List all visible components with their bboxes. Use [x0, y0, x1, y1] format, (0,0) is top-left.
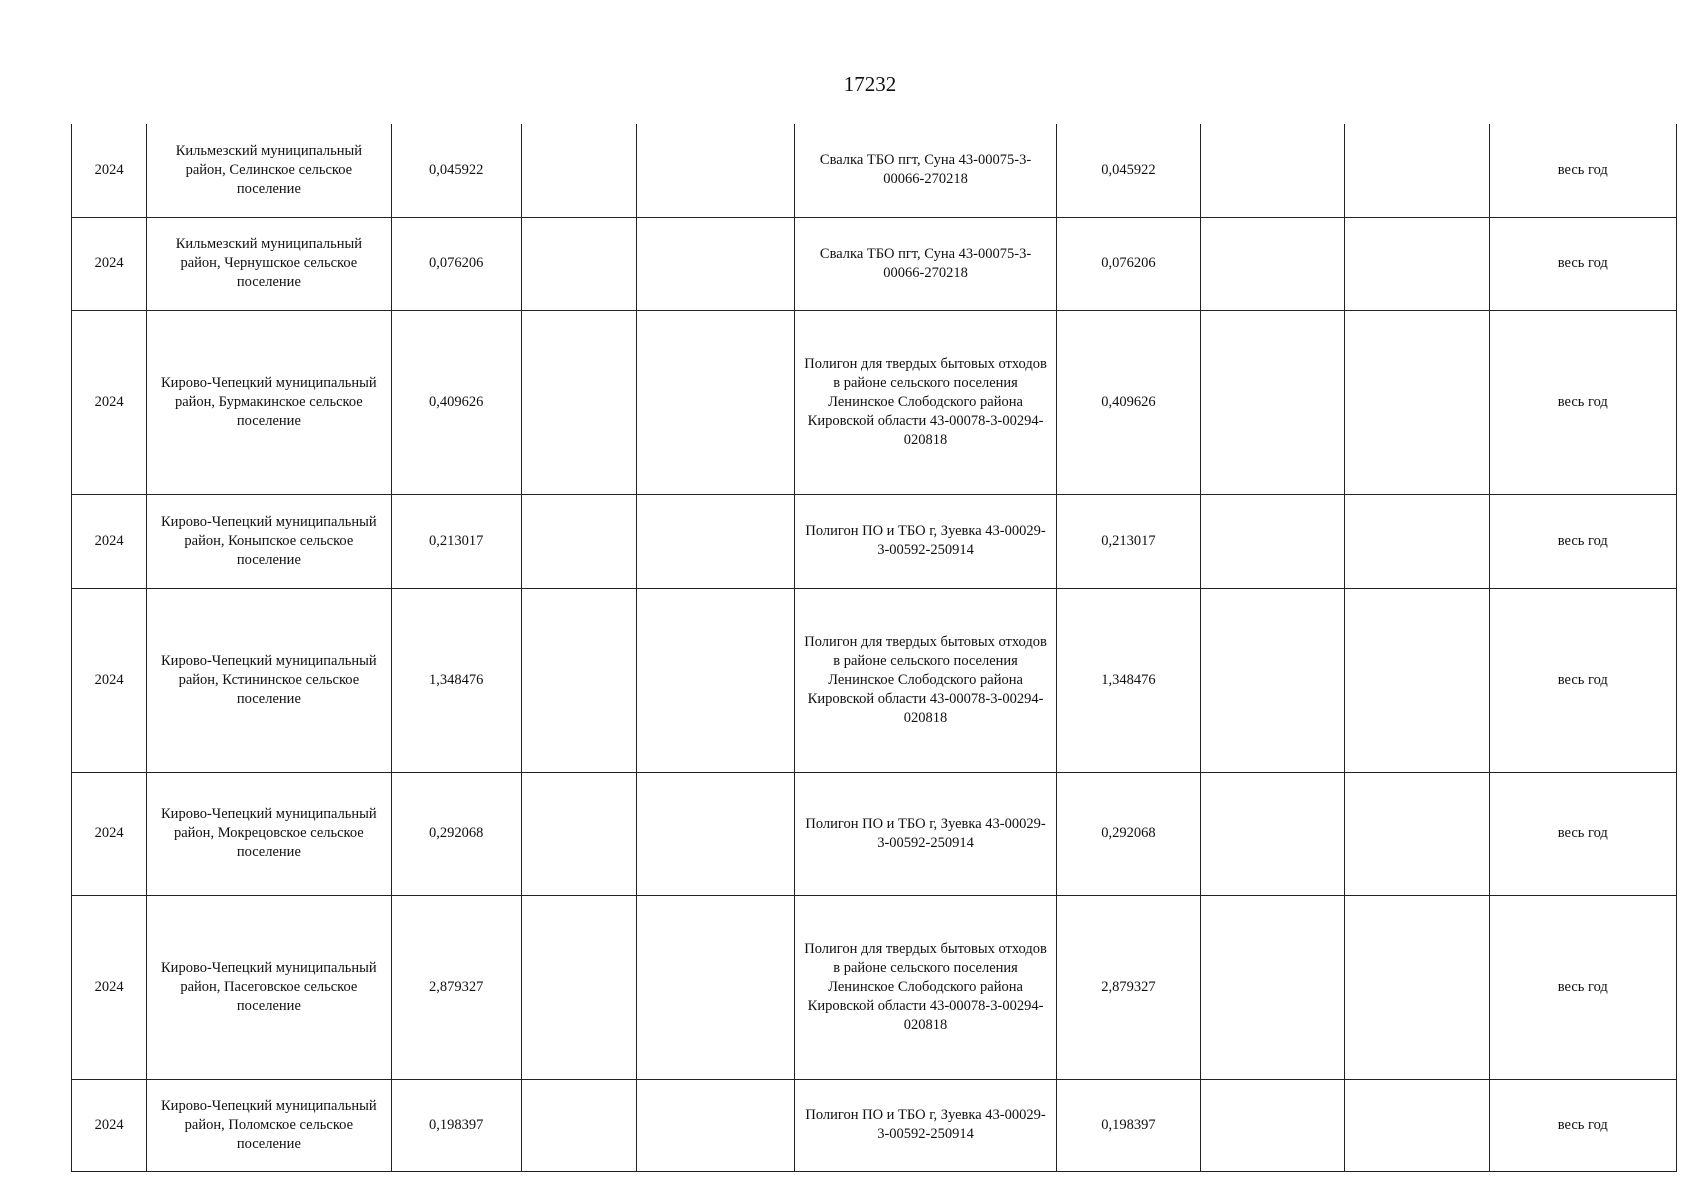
cell-empty [1345, 772, 1489, 895]
cell-empty [637, 772, 795, 895]
cell-object: Полигон для твердых бытовых отходов в районе сельского поселения Ленинское Слободского района Кировской области 43-00078-3-00294-020818 [795, 310, 1056, 494]
cell-period: весь год [1489, 217, 1676, 310]
cell-empty [637, 217, 795, 310]
cell-empty [521, 1079, 636, 1171]
cell-period: весь год [1489, 494, 1676, 588]
cell-volume2: 0,292068 [1056, 772, 1200, 895]
cell-area: Кирово-Чепецкий муниципальный район, Коныпское сельское поселение [147, 494, 391, 588]
cell-object: Полигон ПО и ТБО г, Зуевка 43-00029-3-00592-250914 [795, 494, 1056, 588]
cell-period: весь год [1489, 124, 1676, 217]
cell-period: весь год [1489, 310, 1676, 494]
cell-empty [521, 895, 636, 1079]
cell-empty [1201, 588, 1345, 772]
cell-empty [1345, 124, 1489, 217]
cell-empty [1345, 588, 1489, 772]
cell-year: 2024 [72, 494, 147, 588]
table-row [72, 494, 1677, 588]
cell-empty [637, 494, 795, 588]
table-row [72, 588, 1677, 772]
cell-area: Кирово-Чепецкий муниципальный район, Поломское сельское поселение [147, 1079, 391, 1171]
cell-area: Кильмезский муниципальный район, Чернушское сельское поселение [147, 217, 391, 310]
cell-empty [637, 895, 795, 1079]
cell-period: весь год [1489, 772, 1676, 895]
cell-empty [637, 1079, 795, 1171]
cell-area: Кирово-Чепецкий муниципальный район, Пасеговское сельское поселение [147, 895, 391, 1079]
cell-period: весь год [1489, 588, 1676, 772]
cell-empty [521, 310, 636, 494]
cell-year: 2024 [72, 772, 147, 895]
cell-year: 2024 [72, 1079, 147, 1171]
cell-volume2: 0,076206 [1056, 217, 1200, 310]
cell-empty [1345, 494, 1489, 588]
cell-empty [521, 217, 636, 310]
cell-empty [1201, 217, 1345, 310]
cell-empty [1201, 124, 1345, 217]
cell-empty [521, 494, 636, 588]
cell-volume: 0,292068 [391, 772, 521, 895]
cell-period: весь год [1489, 1079, 1676, 1171]
cell-empty [521, 124, 636, 217]
cell-empty [637, 588, 795, 772]
table-row [72, 310, 1677, 494]
table-row [72, 895, 1677, 1079]
cell-year: 2024 [72, 895, 147, 1079]
cell-object: Свалка ТБО пгт, Суна 43-00075-3-00066-270218 [795, 217, 1056, 310]
cell-empty [637, 310, 795, 494]
table-row [72, 217, 1677, 310]
cell-empty [1201, 1079, 1345, 1171]
cell-volume2: 1,348476 [1056, 588, 1200, 772]
cell-object: Полигон для твердых бытовых отходов в районе сельского поселения Ленинское Слободского района Кировской области 43-00078-3-00294-020818 [795, 588, 1056, 772]
cell-area: Кирово-Чепецкий муниципальный район, Кстининское сельское поселение [147, 588, 391, 772]
page-number: 17232 [843, 72, 897, 96]
cell-empty [1345, 895, 1489, 1079]
table-row [72, 1079, 1677, 1171]
cell-period: весь год [1489, 895, 1676, 1079]
cell-object: Полигон ПО и ТБО г, Зуевка 43-00029-3-00592-250914 [795, 772, 1056, 895]
cell-empty [521, 772, 636, 895]
cell-volume2: 0,198397 [1056, 1079, 1200, 1171]
cell-volume2: 0,409626 [1056, 310, 1200, 494]
table-row [72, 772, 1677, 895]
cell-empty [1345, 310, 1489, 494]
cell-year: 2024 [72, 217, 147, 310]
cell-volume2: 0,213017 [1056, 494, 1200, 588]
cell-empty [637, 124, 795, 217]
cell-year: 2024 [72, 124, 147, 217]
cell-volume: 0,198397 [391, 1079, 521, 1171]
cell-empty [1201, 310, 1345, 494]
cell-area: Кирово-Чепецкий муниципальный район, Бурмакинское сельское поселение [147, 310, 391, 494]
cell-volume: 0,409626 [391, 310, 521, 494]
cell-volume: 2,879327 [391, 895, 521, 1079]
cell-empty [1345, 217, 1489, 310]
cell-area: Кильмезский муниципальный район, Селинское сельское поселение [147, 124, 391, 217]
cell-object: Свалка ТБО пгт, Суна 43-00075-3-00066-270218 [795, 124, 1056, 217]
cell-empty [521, 588, 636, 772]
cell-volume2: 0,045922 [1056, 124, 1200, 217]
cell-volume2: 2,879327 [1056, 895, 1200, 1079]
cell-empty [1345, 1079, 1489, 1171]
cell-empty [1201, 772, 1345, 895]
cell-empty [1201, 895, 1345, 1079]
cell-object: Полигон для твердых бытовых отходов в районе сельского поселения Ленинское Слободского района Кировской области 43-00078-3-00294-020818 [795, 895, 1056, 1079]
cell-year: 2024 [72, 588, 147, 772]
cell-volume: 0,076206 [391, 217, 521, 310]
cell-volume: 0,213017 [391, 494, 521, 588]
cell-empty [1201, 494, 1345, 588]
cell-object: Полигон ПО и ТБО г, Зуевка 43-00029-3-00592-250914 [795, 1079, 1056, 1171]
table-row [72, 124, 1677, 217]
cell-volume: 0,045922 [391, 124, 521, 217]
cell-year: 2024 [72, 310, 147, 494]
cell-area: Кирово-Чепецкий муниципальный район, Мокрецовское сельское поселение [147, 772, 391, 895]
waste-table [71, 124, 1677, 1172]
cell-volume: 1,348476 [391, 588, 521, 772]
